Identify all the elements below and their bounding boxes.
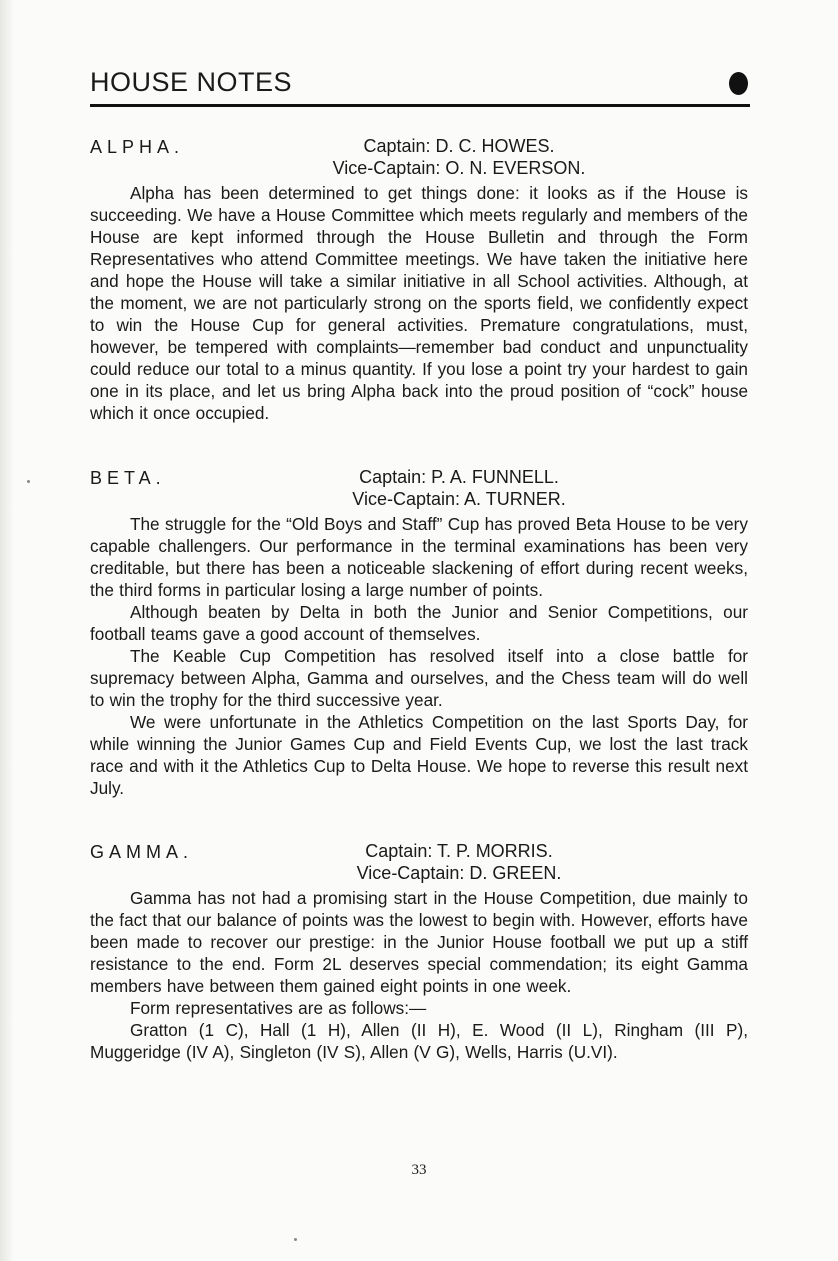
scan-speck — [294, 1238, 297, 1241]
house-heading — [90, 135, 748, 179]
house-section-gamma — [90, 840, 748, 1063]
house-officers — [90, 840, 748, 884]
paragraph: Gamma has not had a promising start in the House Competition, due mainly to the fact that our balance of points was the lowest to begin with. However, efforts have been made to recover our prestige: in the Junior House football we put up a stiff resistance to the end. Form 2L deserves special commendation; its eight Gamma members have between them gained eight points in one week. — [90, 888, 748, 996]
house-name: GAMMA. — [90, 842, 194, 862]
document-page — [90, 62, 750, 1062]
vice-captain: Vice-Captain: A. TURNER. — [352, 489, 566, 509]
captain: Captain: P. A. FUNNELL. — [359, 467, 559, 487]
house-name: ALPHA. — [90, 137, 185, 157]
vice-captain: Vice-Captain: D. GREEN. — [356, 863, 562, 883]
captain: Captain: D. C. HOWES. — [363, 136, 555, 156]
paragraph: Form representatives are as follows:— — [130, 998, 427, 1018]
page-edge-shadow — [0, 0, 14, 1261]
paragraph: The struggle for the “Old Boys and Staff” Cup has proved Beta House to be very capable challengers. Our performance in the terminal examinations has been very creditable, but there has been a noticeable slackening of effort during recent weeks, the third forms in particular losing a large number of points. — [90, 514, 748, 600]
page-number: 33 — [411, 1162, 427, 1178]
house-heading — [90, 840, 748, 884]
paragraph: Alpha has been determined to get things done: it looks as if the House is succeeding. We have a House Committee which meets regularly and members of the House are kept informed through the House Bulletin and through the Form Representatives who attend Committee meetings. We have taken the initiative here and hope the House will take a similar initiative in all School activities. Although, at the moment, we are not particularly strong on the sports field, we confidently expect to win the House Cup for general activities. Premature congratulations, must, however, be tempered with complaints—remember bad conduct and unpunctuality could reduce our total to a minus quantity. If you lose a point try your hardest to gain one in its place, and let us bring Alpha back into the proud position of “cock” house which it once occupied. — [90, 183, 748, 423]
page-header — [90, 62, 750, 107]
house-officers — [90, 135, 748, 179]
page-title: HOUSE NOTES — [90, 67, 293, 97]
paragraph: Although beaten by Delta in both the Junior and Senior Competitions, our football teams gave a good account of themselves. — [90, 602, 748, 644]
house-section-beta — [90, 466, 748, 799]
house-heading — [90, 466, 748, 510]
house-name: BETA. — [90, 468, 166, 488]
scan-speck — [27, 480, 30, 483]
paragraph: The Keable Cup Competition has resolved itself into a close battle for supremacy between Alpha, Gamma and ourselves, and the Chess team will do well to win the trophy for the third successive year. — [90, 646, 748, 710]
paragraph: We were unfortunate in the Athletics Competition on the last Sports Day, for while winning the Junior Games Cup and Field Events Cup, we lost the last track race and with it the Athletics Cup to Delta House. We hope to reverse this result next July. — [90, 712, 748, 798]
vice-captain: Vice-Captain: O. N. EVERSON. — [332, 158, 586, 178]
house-officers — [90, 466, 748, 510]
paragraph: Gratton (1 C), Hall (1 H), Allen (II H), E. Wood (II L), Ringham (III P), Muggeridge (IV A), Singleton (IV S), Allen (V G), Wells, Harris (U.VI). — [90, 1020, 748, 1062]
captain: Captain: T. P. MORRIS. — [365, 841, 553, 861]
bullet-dot-icon — [729, 72, 748, 95]
house-section-alpha — [90, 135, 748, 424]
